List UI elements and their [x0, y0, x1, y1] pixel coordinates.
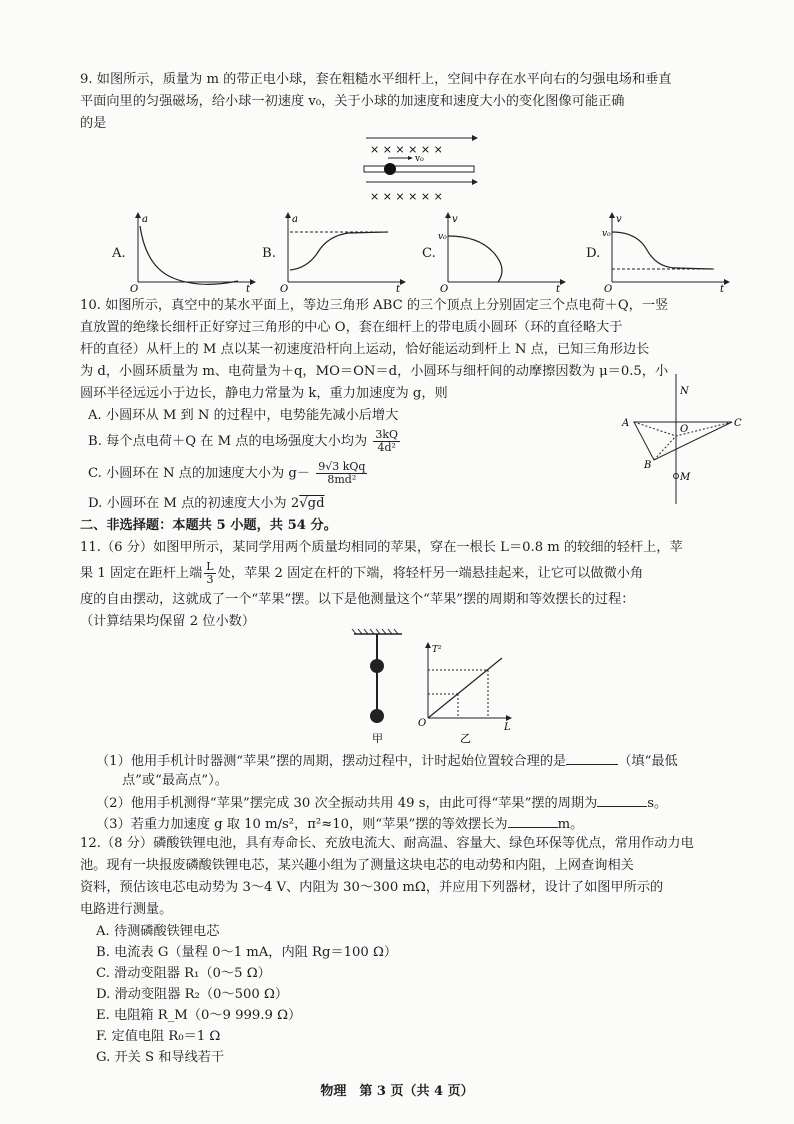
- svg-text:O: O: [418, 718, 427, 729]
- q12-item-b: B. 电流表 G（量程 0～1 mA，内阻 Rg＝100 Ω）: [96, 945, 398, 960]
- svg-text:L: L: [504, 722, 511, 733]
- q10-line-4: 为 d，小圆环质量为 m、电荷量为＋q，MO＝ON＝d，小圆环与细杆间的动摩擦因数为 μ＝0.5，小: [80, 364, 669, 379]
- q11-line-2: 果 1 固定在距杆上端 $\frac{L}{3}$ 处，苹果 2 固定在杆的下端，将轻杆另一端悬挂起来，让它可以做微小角: [80, 560, 644, 586]
- svg-text:C: C: [734, 418, 742, 429]
- svg-text:v: v: [452, 214, 458, 225]
- svg-text:t: t: [720, 284, 725, 292]
- svg-text:M: M: [680, 472, 691, 483]
- q9-option-b-letter: B.: [262, 246, 276, 261]
- q10-line-3: 杆的直径）从杆上的 M 点以某一初速度沿杆向上运动，恰好能运动到杆上 N 点，已知三角形边长: [80, 342, 650, 357]
- svg-text:乙: 乙: [460, 732, 471, 745]
- svg-text:A: A: [622, 418, 630, 429]
- q9-graph-c: [438, 212, 568, 292]
- q9-v0-label: v₀: [415, 154, 424, 164]
- page-footer: 物理 第 3 页（共 4 页）: [320, 1084, 474, 1099]
- svg-text:O: O: [130, 284, 139, 292]
- q12-item-c: C. 滑动变阻器 R₁（0～5 Ω）: [96, 966, 271, 981]
- q11-sub1-continued: 点”或“最高点”）。: [122, 773, 228, 788]
- q12-item-a: A. 待测磷酸铁锂电芯: [96, 924, 220, 939]
- svg-text:a: a: [142, 214, 148, 225]
- svg-text:O: O: [604, 284, 613, 292]
- svg-text:t: t: [556, 284, 561, 292]
- q11-sub1: （1）他用手机计时器测“苹果”摆的周期，摆动过程中，计时起始位置较合理的是 （填“最低: [96, 750, 678, 772]
- q9-graph-a: [128, 212, 258, 292]
- q9-field-figure: [360, 130, 480, 210]
- q12-line-1: 12.（8 分）磷酸铁锂电池，具有寿命长、充放电流大、耐高温、容量大、绿色环保等优点，常用作动力电: [80, 836, 694, 851]
- q12-item-f: F. 定值电阻 R₀＝1 Ω: [96, 1029, 221, 1044]
- q9-graph-d: [602, 212, 732, 292]
- svg-text:O: O: [440, 284, 449, 292]
- q11-graph-figure: [416, 640, 516, 746]
- q10-line-2: 直放置的绝缘长细杆正好穿过三角形的中心 O，套在细杆上的带电质小圆环（环的直径略大于: [80, 320, 623, 335]
- q11-pendulum-figure: [348, 628, 408, 746]
- svg-text:t: t: [396, 284, 401, 292]
- q12-item-g: G. 开关 S 和导线若干: [96, 1050, 225, 1065]
- q11-answer-blank-1[interactable]: [566, 750, 618, 765]
- q11-answer-blank-2[interactable]: [597, 792, 647, 807]
- q10-triangle-figure: [620, 372, 750, 512]
- q11-sub2: （2）他用手机测得“苹果”摆完成 30 次全振动共用 49 s，由此可得“苹果”摆的周期为 s。: [96, 792, 667, 814]
- q10-line-5: 圆环半径远远小于边长，静电力常量为 k，重力加速度为 g，则: [80, 386, 448, 401]
- svg-text:T²: T²: [432, 645, 442, 655]
- svg-text:× × × × × ×: × × × × × ×: [370, 143, 443, 156]
- svg-text:v₀: v₀: [438, 232, 447, 242]
- svg-text:甲: 甲: [372, 732, 383, 745]
- q11-sub3: （3）若重力加速度 g 取 10 m/s²，π²≈10，则“苹果”摆的等效摆长为 m。: [96, 813, 583, 835]
- svg-text:× × × × × ×: × × × × × ×: [370, 190, 443, 203]
- q12-item-e: E. 电阻箱 R_M（0～9 999.9 Ω）: [96, 1008, 302, 1023]
- q12-line-2: 池。现有一块报废磷酸铁锂电芯，某兴趣小组为了测量这块电芯的电动势和内阻，上网查询相关: [80, 858, 634, 873]
- svg-text:a: a: [292, 214, 298, 225]
- q10-option-b: B. 每个点电荷＋Q 在 M 点的电场强度大小均为 $\frac{3kQ}{\text{4d²}}$: [88, 428, 399, 454]
- svg-text:v₀: v₀: [602, 229, 611, 239]
- q12-item-d: D. 滑动变阻器 R₂（0～500 Ω）: [96, 987, 289, 1002]
- q9-line-1: 9. 如图所示，质量为 m 的带正电小球，套在粗糙水平细杆上，空间中存在水平向右的匀强电场和垂直: [80, 72, 672, 87]
- q9-line-3: 的是: [80, 116, 107, 131]
- q9-line-2: 平面向里的匀强磁场，给小球一初速度 v₀，关于小球的加速度和速度大小的变化图像可能正确: [80, 94, 625, 109]
- svg-text:v: v: [616, 214, 622, 225]
- q10-option-c: C. 小圆环在 N 点的加速度大小为 g－ $\frac{\text{9√3 kQq}}{\text{8md²}}$: [88, 460, 366, 486]
- q11-line-4: （计算结果均保留 2 位小数）: [80, 614, 256, 629]
- svg-text:t: t: [246, 284, 251, 292]
- q10-option-a: A. 小圆环从 M 到 N 的过程中，电势能先减小后增大: [88, 408, 399, 423]
- q9-option-d-letter: D.: [586, 246, 601, 261]
- q9-option-c-letter: C.: [422, 246, 436, 261]
- q12-line-4: 电路进行测量。: [80, 902, 173, 917]
- q10-option-d: D. 小圆环在 M 点的初速度大小为 2√gd: [88, 496, 325, 511]
- q9-option-a-letter: A.: [112, 246, 126, 261]
- q12-line-3: 资料，预估该电芯电动势为 3～4 V、内阻为 30～300 mΩ，并应用下列器材，设计了如图甲所示的: [80, 880, 664, 895]
- section-2-heading: 二、非选择题：本题共 5 小题，共 54 分。: [80, 518, 337, 533]
- q9-graph-b: [278, 212, 408, 292]
- q11-line-3: 度的自由摆动，这就成了一个“苹果”摆。以下是他测量这个“苹果”摆的周期和等效摆长的过程：: [80, 592, 635, 607]
- q11-answer-blank-3[interactable]: [508, 813, 558, 828]
- svg-text:B: B: [644, 460, 652, 471]
- svg-text:N: N: [680, 386, 689, 397]
- svg-text:O: O: [680, 424, 689, 435]
- q11-line-1: 11.（6 分）如图甲所示，某同学用两个质量均相同的苹果，穿在一根长 L＝0.8 m 的较细的轻杆上，苹: [80, 540, 683, 555]
- svg-text:O: O: [280, 284, 289, 292]
- q10-line-1: 10. 如图所示，真空中的某水平面上，等边三角形 ABC 的三个顶点上分别固定三个点电荷＋Q，一竖: [80, 298, 669, 313]
